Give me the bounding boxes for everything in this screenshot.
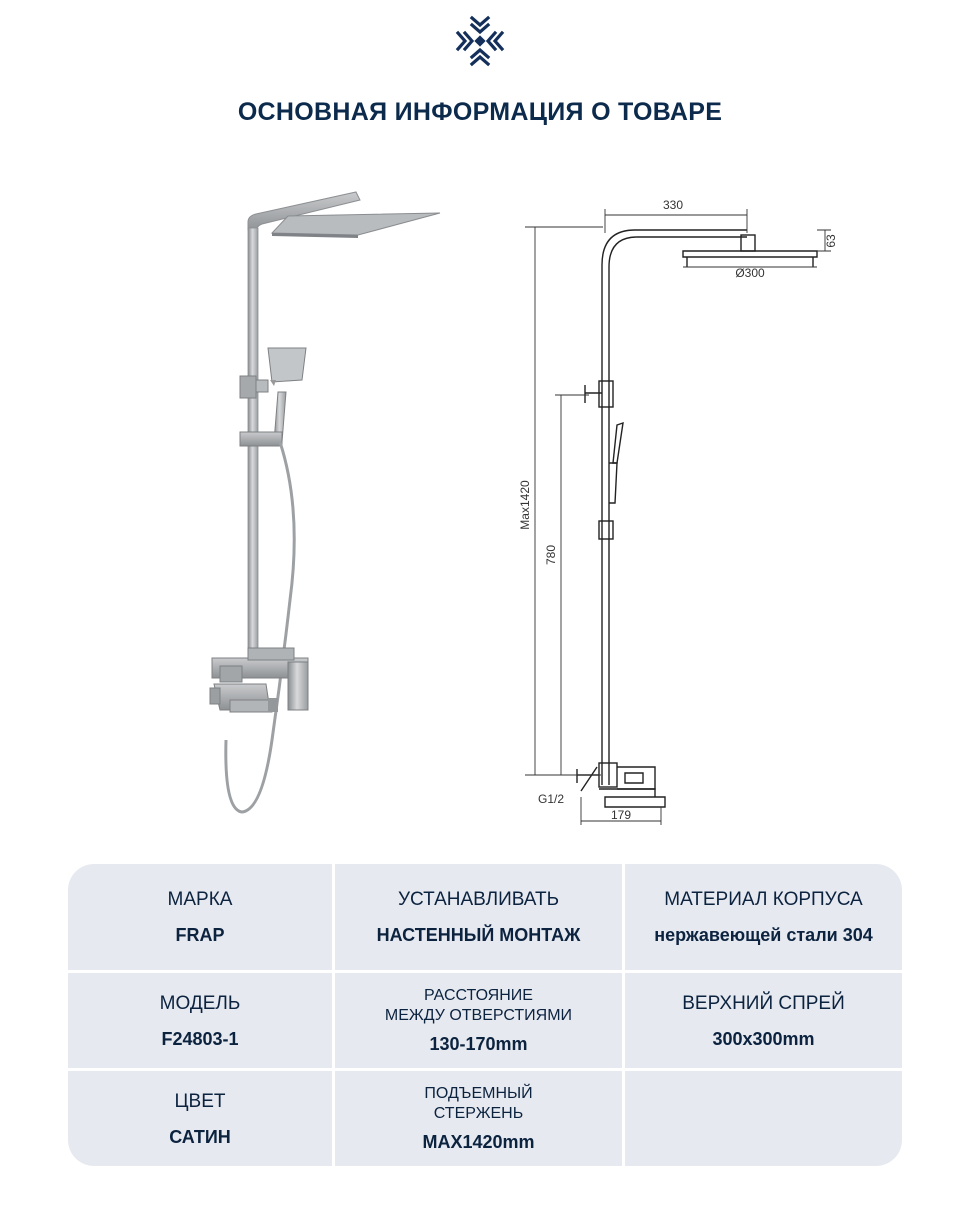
- specs-table: [68, 864, 902, 1166]
- brand-logo-icon: [454, 14, 506, 68]
- spec-label: [424, 1084, 532, 1124]
- spec-value: FRAP: [175, 925, 225, 945]
- spec-label: ЦВЕТ: [174, 1090, 226, 1112]
- spec-value: 300x300mm: [712, 1028, 815, 1049]
- spec-value: НАСТЕННЫЙ МОНТАЖ: [376, 925, 581, 945]
- dim-base-label: 179: [610, 808, 632, 822]
- spec-cell-empty: [625, 1071, 902, 1166]
- dim-width-label: 330: [662, 198, 684, 212]
- spec-label: [385, 986, 572, 1026]
- spec-cell-model: [68, 973, 332, 1068]
- spec-label: МАТЕРИАЛ КОРПУСА: [664, 889, 863, 910]
- spec-cell-material: [625, 864, 902, 970]
- spec-label-line1: ПОДЪЕМНЫЙ: [424, 1085, 533, 1102]
- shower-product-image: [190, 180, 460, 830]
- spec-label: МАРКА: [167, 889, 233, 910]
- dim-diameter-label: Ø300: [735, 266, 765, 280]
- page-title: ОСНОВНАЯ ИНФОРМАЦИЯ О ТОВАРЕ: [237, 98, 723, 126]
- spec-label-line1: РАССТОЯНИЕ: [424, 987, 533, 1004]
- spec-label-line2: СТЕРЖЕНЬ: [433, 1105, 524, 1122]
- dim-max-height-label: Max1420: [518, 480, 532, 530]
- spec-value: MAX1420mm: [422, 1132, 535, 1152]
- spec-label: МОДЕЛЬ: [159, 992, 241, 1014]
- spec-value: F24803-1: [161, 1028, 239, 1049]
- spec-cell-top-spray: [625, 973, 902, 1068]
- dim-head-height-label: 63: [824, 234, 838, 248]
- spec-label: ВЕРХНИЙ СПРЕЙ: [682, 992, 845, 1014]
- technical-drawing: [505, 185, 845, 835]
- spec-cell-brand: [68, 864, 332, 970]
- spec-cell-rod: [335, 1071, 622, 1166]
- dim-thread-label: G1/2: [537, 792, 565, 806]
- spec-value: 130-170mm: [429, 1034, 528, 1054]
- spec-cell-distance: [335, 973, 622, 1068]
- dim-spacing-label: 780: [544, 544, 558, 566]
- spec-label-line2: МЕЖДУ ОТВЕРСТИЯМИ: [384, 1007, 573, 1024]
- spec-value: нержавеющей стали 304: [654, 925, 873, 945]
- spec-cell-install: [335, 864, 622, 970]
- spec-label: УСТАНАВЛИВАТЬ: [397, 889, 560, 910]
- spec-value: САТИН: [169, 1126, 231, 1147]
- spec-cell-color: [68, 1071, 332, 1166]
